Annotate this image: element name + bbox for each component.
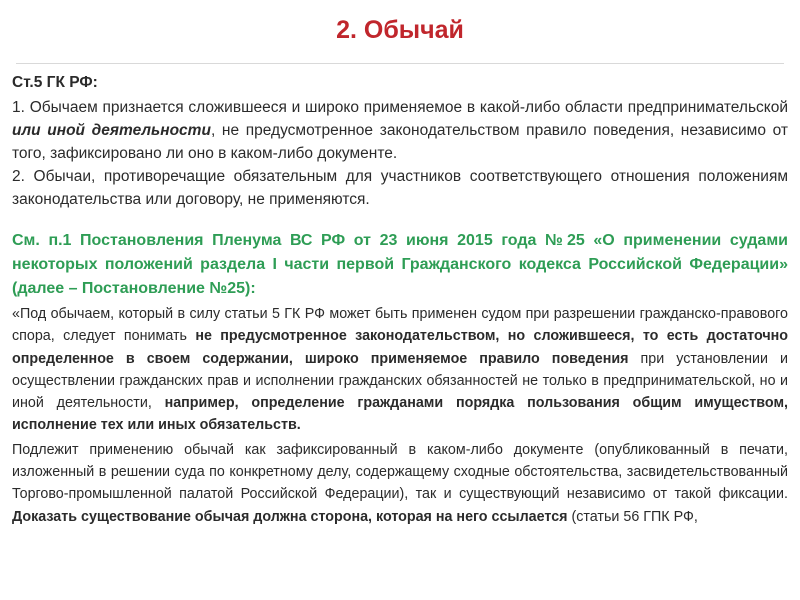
article-heading: Ст.5 ГК РФ: bbox=[12, 74, 98, 91]
application-note bbox=[12, 439, 788, 528]
note-text-a: Подлежит применению обычай как зафиксированный в каком-либо документе (опубликованный в печати, изложенный в решении суда по конкретному делу, содержащему сходные обстоятельства, засвидетельствованный Торгово-промышленной палатой Российской Федерации), так и существующий независимо от такой фиксации. bbox=[12, 441, 788, 503]
paragraph-1-text-a: Обычаем признается сложившееся и широко применяемое в какой-либо области предпринимательской bbox=[29, 99, 789, 116]
note-emphasis: Доказать существование обычая должна сторона, которая на него ссылается bbox=[12, 508, 568, 525]
note-text-c: (статьи 56 ГПК РФ, bbox=[567, 508, 698, 525]
resolution-reference: См. п.1 Постановления Пленума ВС РФ от 23 июня 2015 года №25 «О применении судами некоторых положений раздела I части первой Гражданского кодекса Российской Федерации» (далее – Постановление №25): bbox=[12, 232, 788, 297]
slide-title: 2. Обычай bbox=[336, 16, 464, 44]
paragraph-2-number: 2. bbox=[12, 168, 25, 185]
quote-emphasis-2: например, определение гражданами порядка пользования общим имуществом, исполнение тех или иных обязательств. bbox=[12, 395, 788, 434]
paragraph-1-number: 1. bbox=[12, 99, 25, 116]
quote-text-c: при установлении и осуществлении гражданских прав и исполнении гражданских обязанностей не только в предпринимательской, но и иной деятельности, bbox=[12, 350, 788, 412]
paragraph-2 bbox=[12, 165, 788, 211]
paragraph-1-emphasis: или иной деятельности bbox=[12, 122, 211, 139]
resolution-quote bbox=[12, 303, 788, 437]
paragraph-1-text-c: , не предусмотренное законодательством правило поведения, независимо от того, зафиксировано ли оно в каком-либо документе. bbox=[12, 122, 788, 162]
paragraph-1 bbox=[12, 96, 788, 165]
title-divider bbox=[16, 63, 784, 64]
slide-content bbox=[12, 72, 788, 528]
quote-text-a: «Под обычаем, который в силу статьи 5 ГК РФ может быть применен судом при разрешении гражданско-правового спора, следует понимать bbox=[12, 306, 788, 345]
quote-emphasis-1: не предусмотренное законодательством, но сложившееся, то есть достаточно определенное в своем содержании, широко применяемое правило поведения bbox=[12, 328, 789, 367]
paragraph-2-text: Обычаи, противоречащие обязательным для участников соответствующего отношения положениям законодательства или договору, не применяются. bbox=[12, 168, 788, 208]
